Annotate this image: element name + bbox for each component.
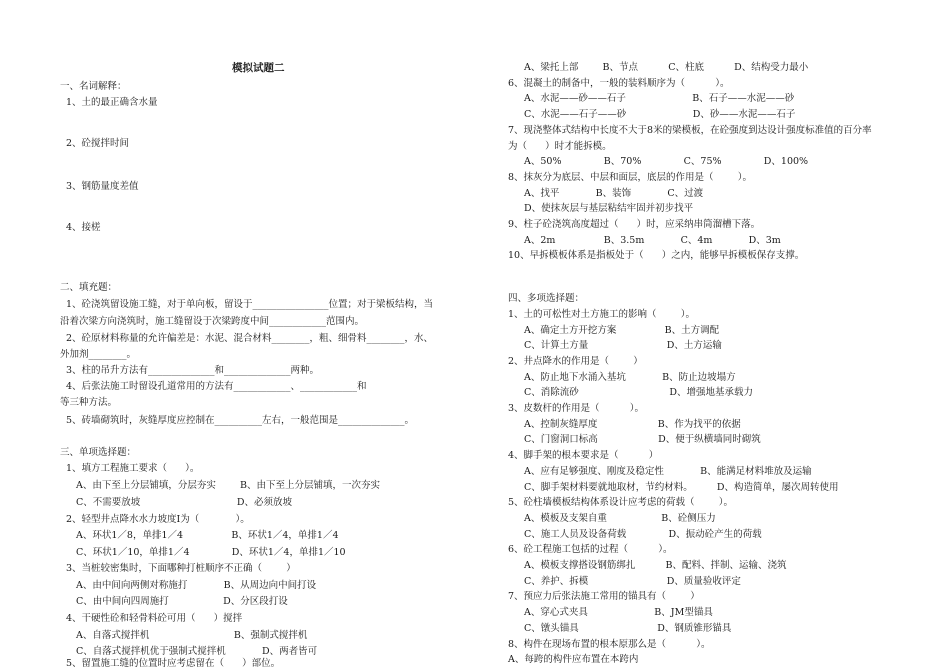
question: 3、当桩较密集时，下面哪种打桩顺序不正确（ ） [66,563,296,574]
question: 10、早拆模板体系是指板处于（ ）之内，能够早拆模板保存支撑。 [508,250,805,262]
answer-options: A、应有足够强度、刚度及稳定性 B、能满足材料堆放及运输 [524,465,812,477]
question: 1、土的最正确含水量 [66,97,158,108]
question: 7、现浇整体式结构中长度不大于8米的梁模板，在砼强度到达设计强度标准值的百分率 [508,124,872,136]
answer-options: C、不需要放坡 D、必须放坡 [76,497,293,508]
answer-options: C、门窗洞口标高 D、便于纵横墙同时砌筑 [524,434,761,446]
question: 2、砼原材料称量的允许偏差是：水泥、混合材料________，粗、细骨料________，水、 [66,333,434,344]
answer-options: C、计算土方量 D、土方运输 [524,340,722,352]
question: 3、皮数杆的作用是（ ）。 [508,403,644,414]
answer-options: A、控制灰缝厚度 B、作为找平的依据 [524,418,741,430]
answer-options: A、由下至上分层铺填，分层夯实 B、由下至上分层铺填，一次夯实 [76,480,381,491]
question: 4、干硬性砼和轻骨料砼可用（ ）搅拌 [66,613,243,624]
question: 1、填方工程施工要求（ ）。 [66,463,200,474]
answer-options: A、穿心式夹具 B、JM型锚具 [524,607,713,619]
question: 5、留置施工缝的位置时应考虑留在（ ）部位。 [66,658,281,669]
answer-options: A、由中间向两侧对称施打 B、从周边向中间打设 [76,580,317,591]
answer-options: C、脚手架材料要就地取材，节约材料。 D、构造简单，屡次周转使用 [524,481,839,493]
question: 4、接槎 [66,222,101,233]
question: 3、钢筋量度差值 [66,181,139,192]
answer-options: D、使抹灰层与基层粘结牢固并初步找平 [524,203,694,215]
question: 4、后张法施工时留设孔道常用的方法有____________、____________和 [66,381,367,392]
answer-options: C、养护、拆模 D、质量验收评定 [524,575,741,587]
question: 2、轻型井点降水水力坡度I为（ ）。 [66,514,250,525]
answer-options: C、由中间向四周施打 D、分区段打设 [76,596,288,607]
question: 2、砼搅拌时间 [66,138,130,149]
answer-options: A、防止地下水涌入基坑 B、防止边坡塌方 [524,371,736,383]
answer-options: C、消除流砂 D、增强地基承载力 [524,387,753,399]
question: 8、构件在现场布置的根本原那么是（ ）。 [508,638,711,650]
question-continuation: 沿着次梁方向浇筑时，施工缝留设于次梁跨度中间____________范围内。 [60,316,365,327]
question: 7、预应力后张法施工常用的锚具有（ ） [508,591,700,603]
answer-options: C、环状1／10，单排1／4 D、环状1／4，单排1／10 [76,547,346,558]
page-title: 模拟试题二 [232,62,285,74]
answer-options: C、水泥——石子——砂 D、砂——水泥——石子 [524,109,796,121]
answer-options: A、环状1／8，单排1／4 B、环状1／4，单排1／4 [76,530,339,541]
question-continuation: 为（ ）时才能拆模。 [508,140,612,152]
section-heading: 四、多项选择题： [508,293,585,305]
question: 6、混凝土的制备中，一般的装料顺序为（ ）。 [508,77,730,89]
answer-options: C、施工人员及设备荷载 D、振动砼产生的荷载 [524,528,762,540]
question: 4、脚手架的根本要求是（ ） [508,450,659,462]
answer-options: A、模板支撑搭设钢筋绑扎 B、配料、拌制、运输、浇筑 [524,560,787,571]
question: 3、柱的吊升方法有______________和______________两种。 [66,365,320,376]
question-continuation: 等三种方法。 [60,397,118,408]
question-continuation: 外加剂________。 [60,349,137,360]
question: 9、柱子砼浇筑高度超过（ ）时，应采纳串筒溜槽下落。 [508,219,761,230]
answer-options: A、梁托上部 B、节点 C、柱底 D、结构受力最小 [524,62,809,73]
question: 2、井点降水的作用是（ ） [508,355,643,367]
answer-options: A、确定土方开挖方案 B、土方调配 [524,324,720,336]
section-heading: 三、单项选择题： [60,447,137,458]
answer-options: A、自落式搅拌机 B、强制式搅拌机 [76,630,308,641]
question: 8、抹灰分为底层、中层和面层，底层的作用是（ ）。 [508,171,752,183]
section-heading: 一、名词解释： [60,81,127,92]
answer-options: A、50% B、70% C、75% D、100% [524,156,809,168]
section-heading: 二、填充题： [60,282,118,293]
answer-options: A、找平 B、装饰 C、过渡 [524,187,704,199]
answer-options: A、2m B、3.5m C、4m D、3m [524,234,781,246]
question: 1、土的可松性对土方施工的影响（ ）。 [508,308,695,320]
answer-options: A、每跨的构件应布置在本跨内 [508,654,639,666]
answer-options: A、模板及支架自重 B、砼侧压力 [524,512,716,524]
answer-options: C、镦头锚具 D、钢质锥形锚具 [524,622,732,634]
question: 6、砼工程施工包括的过程（ ）。 [508,544,673,556]
answer-options: C、自落式搅拌机优于强制式搅拌机 D、两者皆可 [76,646,318,657]
question: 1、砼浇筑留设施工缝，对于单向板，留设于________________位置；对于梁板结构，当 [66,299,434,310]
answer-options: A、水泥——砂——石子 B、石子——水泥——砂 [524,93,795,105]
question: 5、砖墙砌筑时，灰缝厚度应控制在__________左右，一般范围是______________。 [66,415,415,426]
question: 5、砼柱墙模板结构体系设计应考虑的荷载（ ）。 [508,497,733,509]
